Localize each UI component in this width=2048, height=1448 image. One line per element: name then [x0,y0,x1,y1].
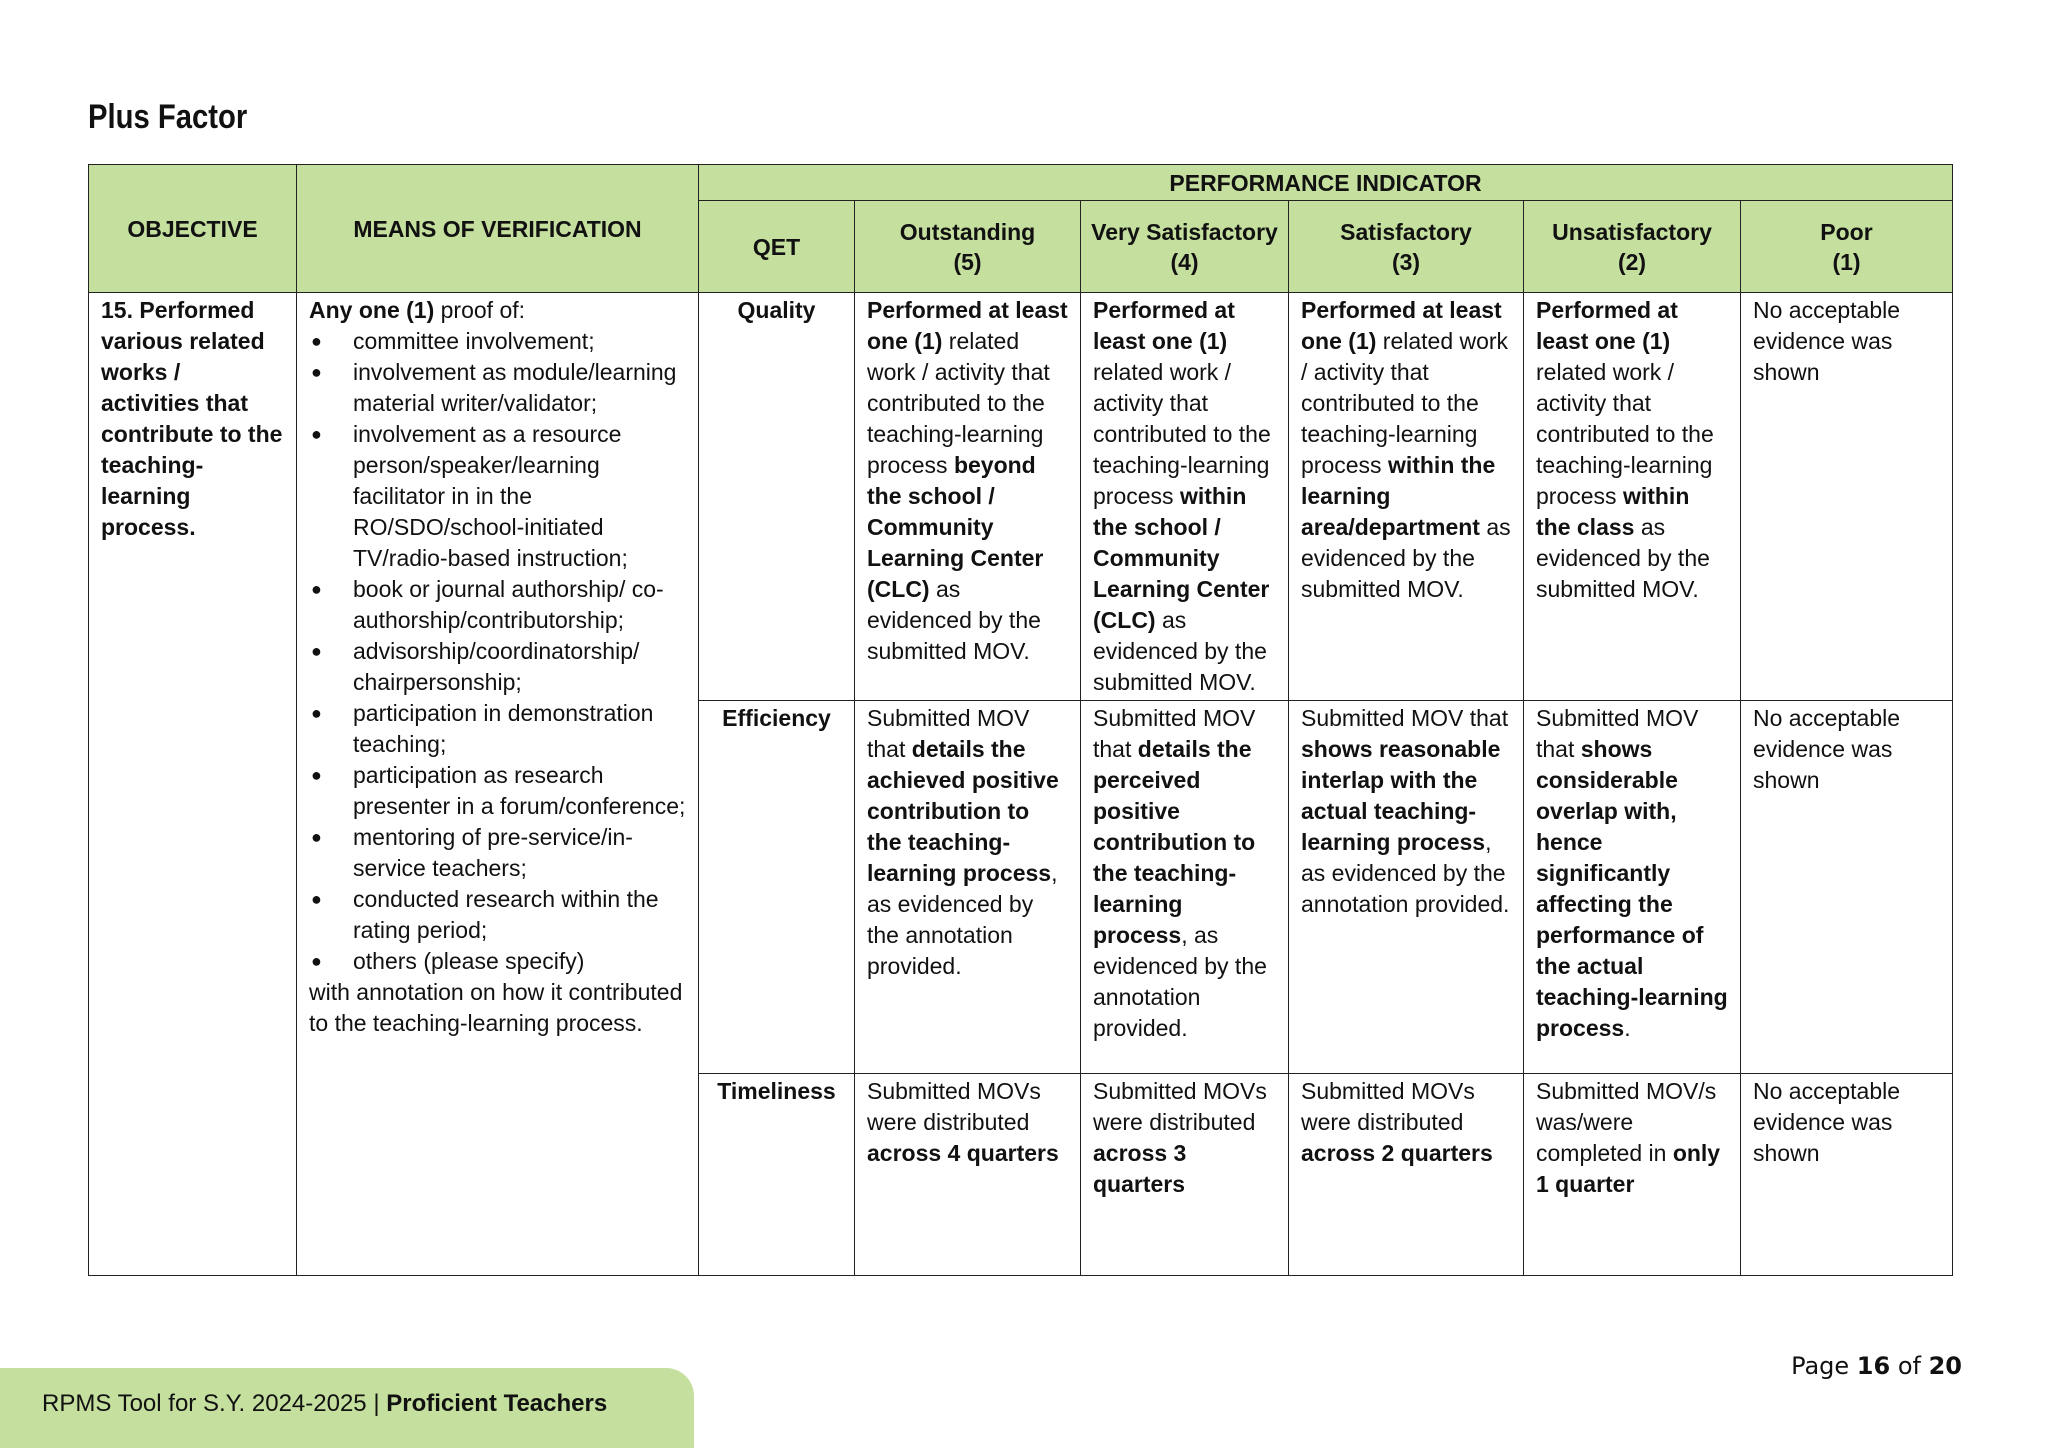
cell-text-segment: Submitted MOVs were distributed [1093,1078,1267,1135]
list-item: ● committee involvement; [309,326,686,357]
quality-very-satisfactory-cell [1081,293,1289,701]
quality-outstanding-cell [855,293,1081,701]
qet-timeliness: Timeliness [699,1074,855,1276]
efficiency-poor-cell [1741,701,1953,1074]
cell-text-segment: related work / activity that contributed to the teaching-learning process [867,328,1050,478]
cell-text-segment: as evidenced by the submitted MOV. [1536,514,1710,602]
level-score: (4) [1170,248,1199,275]
level-label: Unsatisfactory [1552,218,1712,245]
cell-text-segment: Submitted MOVs were distributed [1301,1078,1475,1135]
cell-text-segment: , as evidenced by the annotation provided. [867,860,1058,979]
level-score: (1) [1832,248,1861,275]
means-of-verification-cell [297,293,699,1276]
cell-text-segment: related work / activity that contributed to the teaching-learning process [1301,328,1509,478]
cell-text-segment: details the perceived positive contribution to the teaching-learning process [1093,736,1256,948]
level-score: (2) [1617,248,1647,275]
list-item: ● others (please specify) [309,946,686,977]
cell-text-segment: details the achieved positive contribution to the teaching-learning process [867,736,1059,886]
cell-text-segment: shows reasonable interlap with the actual teaching-learning process [1301,736,1501,855]
efficiency-outstanding-cell [855,701,1081,1074]
list-item: ● participation in demonstration teaching; [309,698,686,760]
cell-text-segment: Submitted MOV that [1301,705,1509,731]
cell-text-segment: Submitted MOV/s was/were completed in [1536,1078,1717,1166]
cell-text-segment: shows considerable overlap with, hence significantly affecting the performance of the actual teaching-learning process [1536,736,1728,1041]
cell-text-segment: Submitted MOV that [1536,705,1699,762]
level-label: Very Satisfactory [1091,218,1278,245]
mov-closing: with annotation on how it contributed to the teaching-learning process. [309,979,683,1036]
cell-text-segment: as evidenced by the submitted MOV. [1301,514,1511,602]
level-label: Satisfactory [1340,218,1472,245]
cell-text-segment: only 1 quarter [1536,1140,1721,1197]
list-item: ● involvement as module/learning material writer/validator; [309,357,686,419]
list-item: ● mentoring of pre-service/in-service teachers; [309,822,686,884]
header-objective: OBJECTIVE [89,165,297,293]
mov-list [309,326,686,977]
cell-text-segment: Performed at least one (1) [1301,297,1502,354]
cell-text-segment: across 4 quarters [867,1140,1059,1166]
cell-text-segment: , as evidenced by the annotation provided. [1093,922,1267,1041]
cell-text-segment: Submitted MOVs were distributed [867,1078,1041,1135]
efficiency-satisfactory-cell [1289,701,1524,1074]
footer-band [0,1368,694,1448]
page-of: of [1890,1352,1929,1380]
level-label: Outstanding [899,218,1036,245]
cell-text-segment: beyond the school / Community Learning Center (CLC) [867,452,1044,602]
list-item: ● conducted research within the rating period; [309,884,686,946]
header-level-very-satisfactory [1081,201,1289,293]
header-level-satisfactory [1289,201,1524,293]
page-current: 16 [1856,1352,1891,1380]
footer-tool-label [42,1390,607,1418]
efficiency-very-satisfactory-cell [1081,701,1289,1074]
mov-intro [309,295,686,326]
objective-cell: 15. Performed various related works / activities that contribute to the teaching-learning process. [89,293,297,1276]
level-label: Poor [1820,218,1873,245]
timeliness-very-satisfactory-cell [1081,1074,1289,1276]
timeliness-poor-cell [1741,1074,1953,1276]
cell-text-segment: related work / activity that contributed to the teaching-learning process [1093,359,1271,509]
qet-efficiency: Efficiency [699,701,855,1074]
cell-text-segment: Performed at least one (1) [1093,297,1235,354]
efficiency-unsatisfactory-cell [1524,701,1741,1074]
header-level-unsatisfactory [1524,201,1741,293]
cell-text-segment: . [1624,1015,1631,1041]
mov-intro-rest: proof of: [434,297,526,323]
cell-text-segment: Performed at least one (1) [867,297,1068,354]
cell-text-segment: No acceptable evidence was shown [1753,1078,1901,1166]
header-performance-indicator: PERFORMANCE INDICATOR [699,165,1953,201]
cell-text-segment: related work / activity that contributed to the teaching-learning process [1536,359,1714,509]
page-number [1791,1352,1962,1380]
quality-poor-cell [1741,293,1953,701]
list-item: ● participation as research presenter in a forum/conference; [309,760,686,822]
timeliness-outstanding-cell [855,1074,1081,1276]
list-item: ● advisorship/coordinatorship/ chairpersonship; [309,636,686,698]
footer-audience: Proficient Teachers [386,1390,608,1417]
cell-text-segment: across 3 quarters [1093,1140,1187,1197]
cell-text-segment: as evidenced by the submitted MOV. [1093,607,1267,695]
mov-intro-bold: Any one (1) [309,297,435,323]
header-level-outstanding [855,201,1081,293]
level-score: (3) [1391,248,1421,275]
cell-text-segment: Submitted MOV that [867,705,1030,762]
cell-text-segment: within the learning area/department [1301,452,1496,540]
list-item: ● involvement as a resource person/speaker/learning facilitator in in the RO/SDO/school-initiated TV/radio-based instruction; [309,419,686,574]
table-row-quality [89,293,1953,701]
cell-text-segment: within the class [1536,483,1690,540]
header-means-of-verification: MEANS OF VERIFICATION [297,165,699,293]
cell-text-segment: across 2 quarters [1301,1140,1493,1166]
cell-text-segment: No acceptable evidence was shown [1753,705,1901,793]
header-row-top [89,165,1953,201]
header-qet: QET [699,201,855,293]
qet-quality: Quality [699,293,855,701]
cell-text-segment: , as evidenced by the annotation provided. [1301,829,1510,917]
cell-text-segment: within the school / Community Learning Center (CLC) [1093,483,1270,633]
cell-text-segment: Submitted MOV that [1093,705,1256,762]
quality-satisfactory-cell [1289,293,1524,701]
timeliness-satisfactory-cell [1289,1074,1524,1276]
footer-tool-name: RPMS Tool for S.Y. 2024-2025 | [42,1390,387,1417]
header-level-poor [1741,201,1953,293]
page-total: 20 [1928,1352,1962,1380]
quality-unsatisfactory-cell [1524,293,1741,701]
list-item: ● book or journal authorship/ co-authorship/contributorship; [309,574,686,636]
page-prefix: Page [1791,1352,1857,1380]
cell-text-segment: No acceptable evidence was shown [1753,297,1901,385]
section-title: Plus Factor [88,98,248,136]
cell-text-segment: Performed at least one (1) [1536,297,1678,354]
cell-text-segment: as evidenced by the submitted MOV. [867,576,1041,664]
plus-factor-rubric-table [88,164,1953,1276]
level-score: (5) [953,248,982,275]
timeliness-unsatisfactory-cell [1524,1074,1741,1276]
